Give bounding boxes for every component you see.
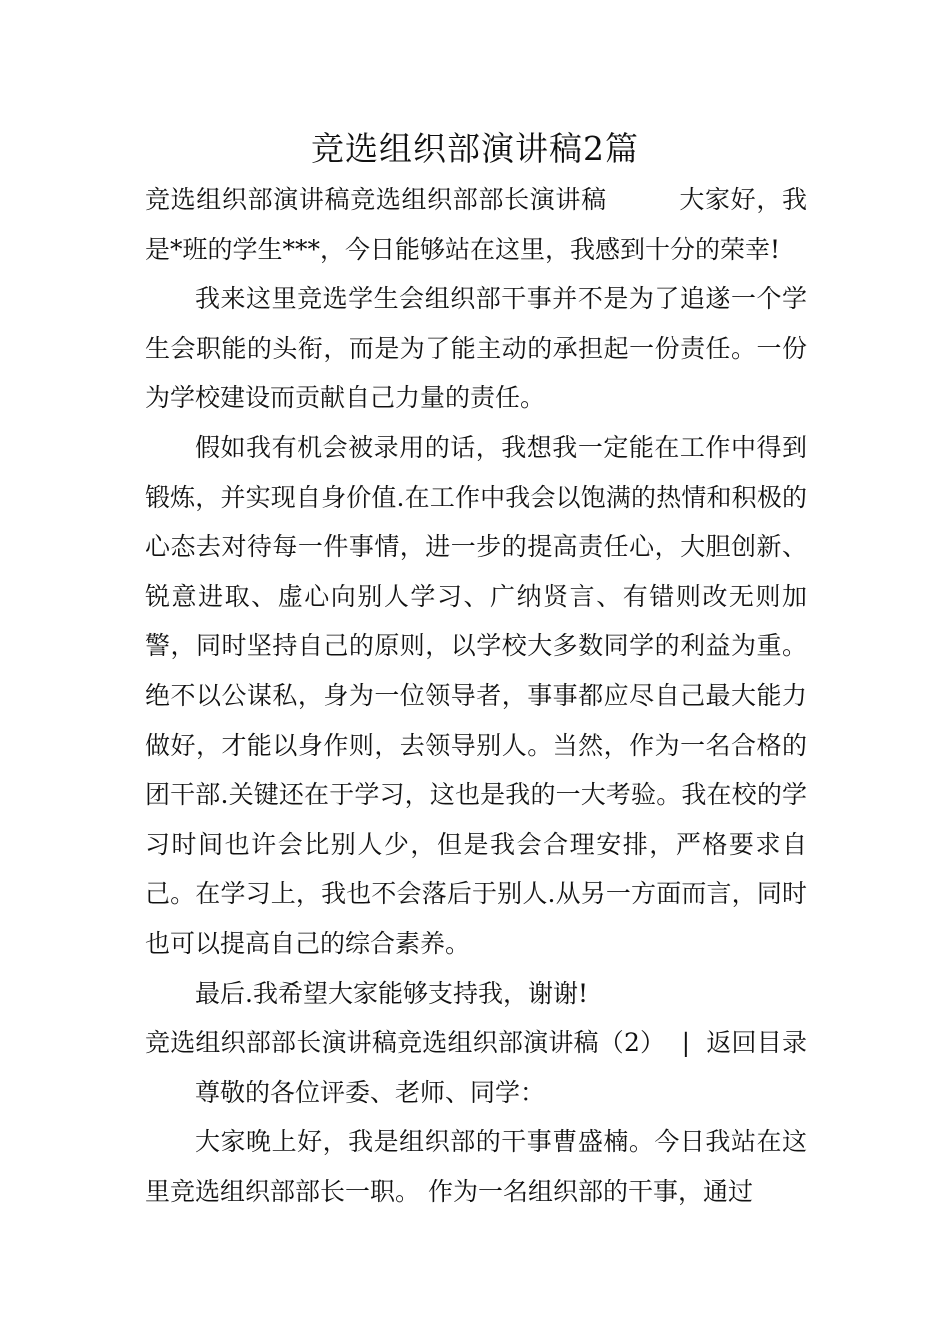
- paragraph-4: 最后.我希望大家能够支持我，谢谢!: [195, 978, 588, 1008]
- paragraph-3: 假如我有机会被录用的话，我想我一定能在工作中得到锻炼，并实现自身价值.在工作中我会以饱满的热情和积极的心态去对待每一件事情，进一步的提高责任心，大胆创新、锐意进取、虚心向别人学习、广纳贤言、有错则改无则加警，同时坚持自己的原则，以学校大多数同学的利益为重。绝不以公谋私，身为一位领导者，事事都应尽自己最大能力做好，才能以身作则，去领导别人。当然，作为一名合格的团干部.关键还在于学习，这也是我的一大考验。我在校的学习时间也许会比别人少，但是我会合理安排，严格要求自己。在学习上，我也不会落后于别人.从另一方面而言，同时也可以提高自己的综合素养。: [145, 432, 807, 958]
- paragraph-1-heading: 竞选组织部演讲稿竞选组织部部长演讲稿: [145, 185, 607, 214]
- paragraph-6: 大家晚上好，我是组织部的干事曹盛楠。今日我站在这里竞选组织部部长一职。 作为一名组织部的干事，通过: [145, 1127, 807, 1206]
- paragraph-5: [145, 1018, 807, 1117]
- document-body: [145, 175, 807, 1216]
- paragraph-5-text: 尊敬的各位评委、老师、同学：: [195, 1077, 546, 1107]
- paragraph-2: 我来这里竞选学生会组织部干事并不是为了追遂一个学生会职能的头衔，而是为了能主动的承担起一份责任。一份为学校建设而贡献自己力量的责任。: [145, 284, 807, 413]
- return-to-toc-link[interactable]: 返回目录: [706, 1028, 807, 1058]
- paragraph-5-heading: 竞选组织部部长演讲稿竞选组织部演讲稿（2）: [145, 1028, 666, 1058]
- paragraph-1: [145, 175, 807, 274]
- paragraph-1-text: 大家好，我是*班的学生***，今日能够站在这里，我感到十分的荣幸!: [145, 185, 807, 264]
- document-title: 竞选组织部演讲稿2篇: [311, 129, 639, 168]
- divider: |: [681, 1028, 691, 1058]
